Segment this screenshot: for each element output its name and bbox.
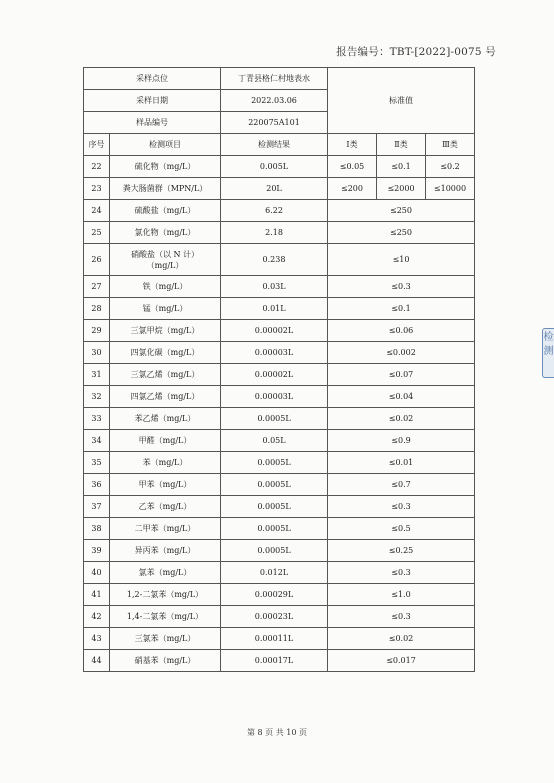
row-item: 氯苯（mg/L） <box>110 562 221 584</box>
row-seq: 38 <box>84 518 110 540</box>
table-row <box>84 276 475 298</box>
row-item: 三氯苯（mg/L） <box>110 628 221 650</box>
sample-number-value: 220075A101 <box>221 112 328 134</box>
row-seq: 39 <box>84 540 110 562</box>
table-row <box>84 200 475 222</box>
row-seq: 40 <box>84 562 110 584</box>
standard-value-header: 标准值 <box>328 68 475 134</box>
row-result: 0.0005L <box>221 518 328 540</box>
row-item: 苯（mg/L） <box>110 452 221 474</box>
table-row <box>84 244 475 276</box>
row-seq: 36 <box>84 474 110 496</box>
row-standard: ≤0.3 <box>328 562 475 584</box>
row-item: 苯乙烯（mg/L） <box>110 408 221 430</box>
row-standard: ≤250 <box>328 200 475 222</box>
row-result: 0.03L <box>221 276 328 298</box>
row-class1: ≤200 <box>328 178 377 200</box>
row-item: 二甲苯（mg/L） <box>110 518 221 540</box>
row-result: 0.0005L <box>221 474 328 496</box>
row-seq: 37 <box>84 496 110 518</box>
row-result: 0.00023L <box>221 606 328 628</box>
column-header-row <box>84 134 475 156</box>
row-item: 三氯甲烷（mg/L） <box>110 320 221 342</box>
row-class1: ≤0.05 <box>328 156 377 178</box>
table-row <box>84 562 475 584</box>
row-seq: 32 <box>84 386 110 408</box>
row-item: 1,2-二氯苯（mg/L） <box>110 584 221 606</box>
row-item-line2: （mg/L） <box>146 260 184 270</box>
row-standard: ≤0.07 <box>328 364 475 386</box>
table-row <box>84 650 475 672</box>
row-seq: 42 <box>84 606 110 628</box>
row-standard: ≤0.25 <box>328 540 475 562</box>
row-standard: ≤0.02 <box>328 628 475 650</box>
row-standard: ≤0.06 <box>328 320 475 342</box>
row-standard: ≤0.002 <box>328 342 475 364</box>
row-seq: 35 <box>84 452 110 474</box>
table-row <box>84 320 475 342</box>
row-item: 四氯化碳（mg/L） <box>110 342 221 364</box>
row-result: 0.00029L <box>221 584 328 606</box>
row-standard: ≤0.04 <box>328 386 475 408</box>
row-seq: 24 <box>84 200 110 222</box>
row-seq: 41 <box>84 584 110 606</box>
row-item: 甲醛（mg/L） <box>110 430 221 452</box>
table-row <box>84 298 475 320</box>
row-result: 0.0005L <box>221 408 328 430</box>
row-seq: 26 <box>84 244 110 276</box>
row-seq: 30 <box>84 342 110 364</box>
row-result: 0.005L <box>221 156 328 178</box>
col-header-class1: Ⅰ类 <box>328 134 377 156</box>
sample-number-label: 样品编号 <box>84 112 221 134</box>
row-seq: 28 <box>84 298 110 320</box>
inspection-seal-stamp: 检测 <box>542 328 554 378</box>
row-item: 铁（mg/L） <box>110 276 221 298</box>
test-results-table <box>83 67 475 672</box>
row-seq: 34 <box>84 430 110 452</box>
row-seq: 27 <box>84 276 110 298</box>
row-standard: ≤0.017 <box>328 650 475 672</box>
table-row <box>84 408 475 430</box>
row-result: 0.00002L <box>221 320 328 342</box>
report-number: 报告编号：TBT-[2022]-0075 号 <box>336 46 496 58</box>
row-standard: ≤0.5 <box>328 518 475 540</box>
row-standard: ≤0.7 <box>328 474 475 496</box>
row-standard: ≤0.02 <box>328 408 475 430</box>
row-result: 20L <box>221 178 328 200</box>
table-row <box>84 474 475 496</box>
row-seq: 25 <box>84 222 110 244</box>
row-item: 硫酸盐（mg/L） <box>110 200 221 222</box>
row-class2: ≤2000 <box>377 178 426 200</box>
row-item <box>110 244 221 276</box>
row-item: 三氯乙烯（mg/L） <box>110 364 221 386</box>
row-result: 6.22 <box>221 200 328 222</box>
table-row <box>84 452 475 474</box>
table-row <box>84 628 475 650</box>
row-result: 0.00011L <box>221 628 328 650</box>
row-item: 乙苯（mg/L） <box>110 496 221 518</box>
row-standard: ≤250 <box>328 222 475 244</box>
row-item: 四氯乙烯（mg/L） <box>110 386 221 408</box>
col-header-result: 检测结果 <box>221 134 328 156</box>
sampling-site-value: 丁青县格仁村地表水 <box>221 68 328 90</box>
row-class3: ≤0.2 <box>426 156 475 178</box>
table-row <box>84 430 475 452</box>
row-result: 0.0005L <box>221 452 328 474</box>
col-header-seq: 序号 <box>84 134 110 156</box>
row-item: 异丙苯（mg/L） <box>110 540 221 562</box>
row-seq: 44 <box>84 650 110 672</box>
row-result: 0.0005L <box>221 540 328 562</box>
row-result: 0.00002L <box>221 364 328 386</box>
page-number: 第 8 页 共 10 页 <box>247 728 307 737</box>
sampling-site-row <box>84 68 475 90</box>
table-row <box>84 584 475 606</box>
table-row <box>84 364 475 386</box>
row-standard: ≤0.3 <box>328 606 475 628</box>
row-seq: 29 <box>84 320 110 342</box>
row-item: 硝基苯（mg/L） <box>110 650 221 672</box>
row-standard: ≤0.01 <box>328 452 475 474</box>
row-result: 0.01L <box>221 298 328 320</box>
table-row <box>84 518 475 540</box>
row-class2: ≤0.1 <box>377 156 426 178</box>
table-row <box>84 606 475 628</box>
row-item: 甲苯（mg/L） <box>110 474 221 496</box>
row-item: 锰（mg/L） <box>110 298 221 320</box>
table-row <box>84 540 475 562</box>
table-row <box>84 496 475 518</box>
row-item-line1: 硝酸盐（以 N 计） <box>130 249 200 259</box>
col-header-class2: Ⅱ类 <box>377 134 426 156</box>
row-standard: ≤0.3 <box>328 276 475 298</box>
row-class3: ≤10000 <box>426 178 475 200</box>
row-item: 硫化物（mg/L） <box>110 156 221 178</box>
row-seq: 43 <box>84 628 110 650</box>
row-item: 1,4-二氯苯（mg/L） <box>110 606 221 628</box>
table-row <box>84 222 475 244</box>
row-result: 0.0005L <box>221 496 328 518</box>
row-standard: ≤10 <box>328 244 475 276</box>
row-item: 氯化物（mg/L） <box>110 222 221 244</box>
row-result: 0.012L <box>221 562 328 584</box>
row-item: 粪大肠菌群（MPN/L） <box>110 178 221 200</box>
row-result: 0.238 <box>221 244 328 276</box>
table-row <box>84 178 475 200</box>
sampling-date-label: 采样日期 <box>84 90 221 112</box>
row-standard: ≤0.9 <box>328 430 475 452</box>
row-result: 0.00003L <box>221 342 328 364</box>
row-seq: 33 <box>84 408 110 430</box>
sampling-site-label: 采样点位 <box>84 68 221 90</box>
col-header-item: 检测项目 <box>110 134 221 156</box>
sampling-date-value: 2022.03.06 <box>221 90 328 112</box>
row-result: 0.05L <box>221 430 328 452</box>
table-row <box>84 386 475 408</box>
row-seq: 31 <box>84 364 110 386</box>
row-seq: 23 <box>84 178 110 200</box>
row-result: 0.00017L <box>221 650 328 672</box>
row-result: 0.00003L <box>221 386 328 408</box>
row-standard: ≤0.3 <box>328 496 475 518</box>
row-seq: 22 <box>84 156 110 178</box>
table-row <box>84 342 475 364</box>
row-standard: ≤0.1 <box>328 298 475 320</box>
col-header-class3: Ⅲ类 <box>426 134 475 156</box>
row-result: 2.18 <box>221 222 328 244</box>
table-row <box>84 156 475 178</box>
row-standard: ≤1.0 <box>328 584 475 606</box>
